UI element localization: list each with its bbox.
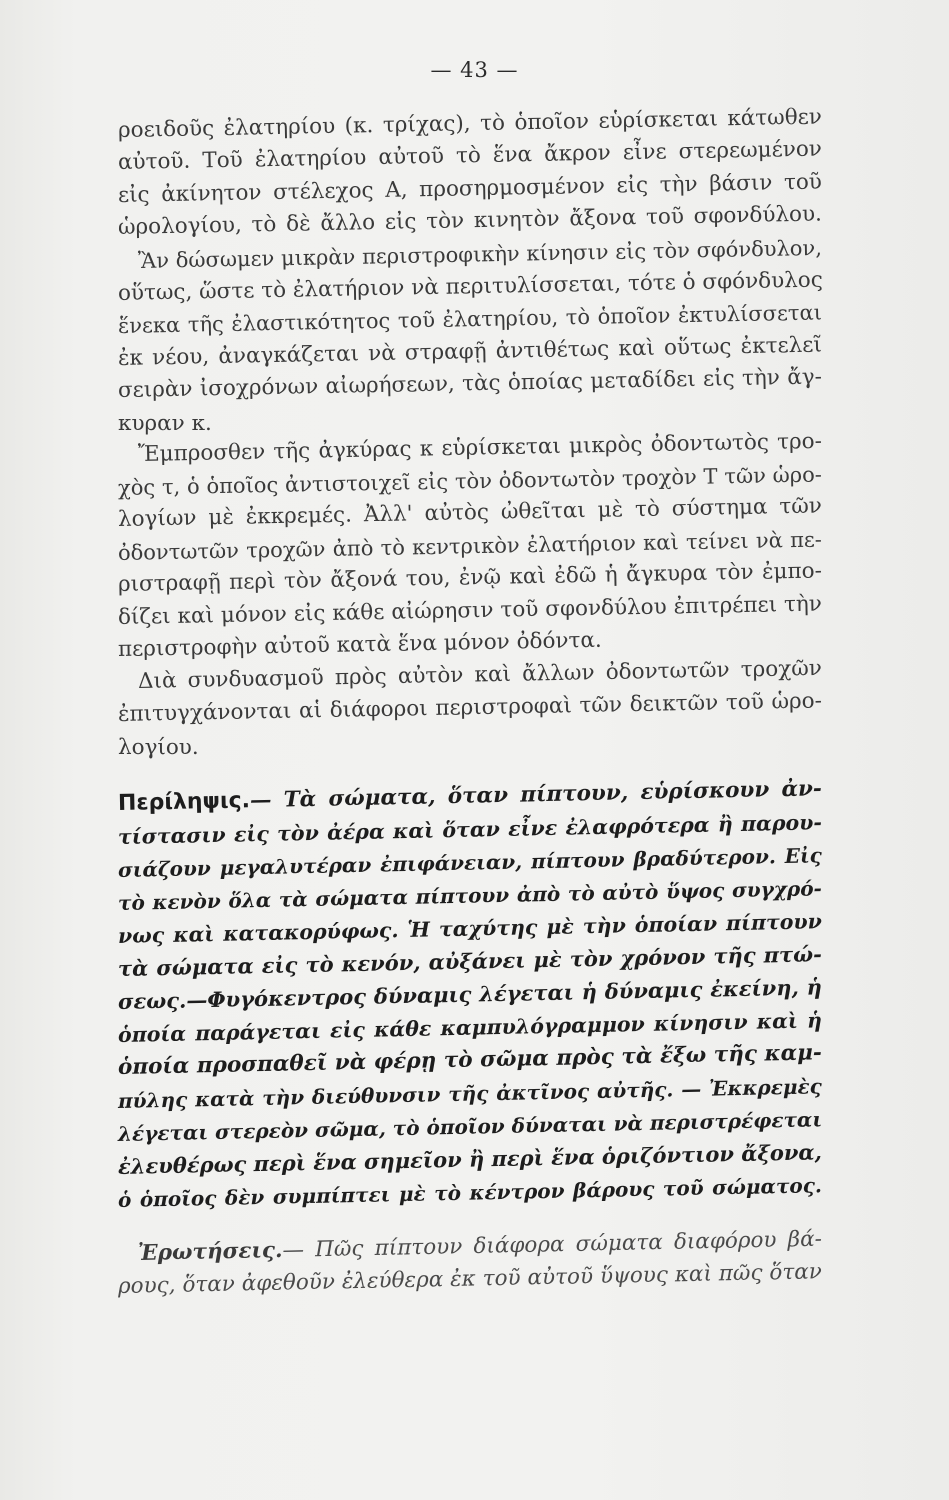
text-line: ὀδοντωτῶν τροχῶν ἀπὸ τὸ κεντρικὸν ἐλατήριον καὶ τείνει νὰ πε- <box>117 527 823 565</box>
summary-first-line-text: — Τὰ σώματα, ὅταν πίπτουν, εὑρίσκουν ἀν- <box>249 776 823 814</box>
summary-line: πύλης κατὰ τὴν διεύθυνσιν τῆς ἀκτῖνος αὐτῆς. — Ἐκκρεμὲς <box>117 1074 823 1113</box>
text-line: Διὰ συνδυασμοῦ πρὸς αὐτὸν καὶ ἄλλων ὀδοντωτῶν τροχῶν <box>137 655 823 694</box>
text-line: περιστροφὴν αὐτοῦ κατὰ ἕνα μόνον ὀδόντα. <box>117 627 602 662</box>
summary-line: σεως.—Φυγόκεντρος δύναμις λέγεται ἡ δύναμις ἐκείνη, ἡ <box>117 974 823 1014</box>
text-line: δίζει καὶ μόνον εἰς κάθε αἰώρησιν τοῦ σφονδύλου ἐπιτρέπει τὴν <box>117 591 823 630</box>
text-line: εἰς ἀκίνητον στέλεχος Α, προσηρμοσμένον εἰς τὴν βάσιν τοῦ <box>117 169 823 208</box>
summary-line: νως καὶ κατακορύφως. Ἡ ταχύτης μὲ τὴν ὁποίαν πίπτουν <box>117 909 823 948</box>
questions-first-line-text: — Πῶς πίπτουν διάφορα σώματα διαφόρου βά- <box>282 1226 823 1263</box>
questions-line: ρους, ὅταν ἀφεθοῦν ἐλεύθερα ἐκ τοῦ αὐτοῦ ὕψους καὶ πῶς ὅταν <box>117 1259 823 1299</box>
text-line: ὡρολογίου, τὸ δὲ ἄλλο εἰς τὸν κινητὸν ἄξονα τοῦ σφονδύλου. <box>117 201 823 240</box>
page-number: — 43 — <box>430 58 519 82</box>
text-line: κυραν κ. <box>118 411 212 436</box>
text-line: λογίου. <box>118 735 199 760</box>
text-line: Ἂν δώσωμεν μικρὰν περιστροφικὴν κίνησιν εἰς τὸν σφόνδυλον, <box>137 235 823 273</box>
text-line: ριστραφῇ περὶ τὸν ἄξονά του, ἐνῷ καὶ ἐδῶ ἡ ἄγκυρα τὸν ἐμπο- <box>117 558 823 597</box>
text-line: σειρὰν ἰσοχρόνων αἰωρήσεων, τὰς ὁποίας μεταδίδει εἰς τὴν ἄγ- <box>117 364 823 403</box>
summary-line: λέγεται στερεὸν σῶμα, τὸ ὁποῖον δύναται νὰ περιστρέφεται <box>117 1107 823 1146</box>
text-line: ἐπιτυγχάνονται αἱ διάφοροι περιστροφαὶ τῶν δεικτῶν τοῦ ὡρο- <box>117 688 823 727</box>
summary-line: ὁ ὁποῖος δὲν συμπίπτει μὲ τὸ κέντρον βάρους τοῦ σώματος. <box>117 1173 823 1212</box>
text-line: λογίων μὲ ἐκκρεμές. Ἀλλ' αὐτὸς ὠθεῖται μὲ τὸ σύστημα τῶν <box>117 493 823 532</box>
summary-line: τὰ σώματα εἰς τὸ κενόν, αὐξάνει μὲ τὸν χρόνον τῆς πτώ- <box>117 941 823 981</box>
summary-heading: Περίληψις. <box>117 788 251 816</box>
text-line: οὕτως, ὥστε τὸ ἐλατήριον νὰ περιτυλίσσεται, τότε ὁ σφόνδυλος <box>117 267 824 306</box>
text-line: ροειδοῦς ἐλατηρίου (κ. τρίχας), τὸ ὁποῖον εὑρίσκεται κάτωθεν <box>117 104 823 143</box>
summary-line: ὁποία προσπαθεῖ νὰ φέρῃ τὸ σῶμα πρὸς τὰ ἔξω τῆς καμ- <box>117 1040 823 1080</box>
text-line: ἐκ νέου, ἀναγκάζεται νὰ στραφῇ ἀντιθέτως καὶ οὕτως ἐκτελεῖ <box>117 332 823 371</box>
text-line: Ἔμπροσθεν τῆς ἀγκύρας κ εὑρίσκεται μικρὸς ὀδοντωτὸς τρο- <box>137 428 823 467</box>
summary-line: σιάζουν μεγαλυτέραν ἐπιφάνειαν, πίπτουν βραδύτερον. Εἰς <box>117 843 823 882</box>
summary-line: τίστασιν εἰς τὸν ἀέρα καὶ ὅταν εἶνε ἐλαφρότερα ἢ παρου- <box>117 810 823 849</box>
text-line: αὐτοῦ. Τοῦ ἐλατηρίου αὐτοῦ τὸ ἕνα ἄκρον εἶνε στερεωμένον <box>117 136 823 175</box>
summary-line: ὁποία παράγεται εἰς κάθε καμπυλόγραμμον κίνησιν καὶ ἡ <box>117 1008 823 1047</box>
summary-line: ἐλευθέρως περὶ ἕνα σημεῖον ἢ περὶ ἕνα ὁριζόντιον ἄξονα, <box>117 1139 823 1179</box>
text-line: ἕνεκα τῆς ἐλαστικότητος τοῦ ἐλατηρίου, τὸ ὁποῖον ἐκτυλίσσεται <box>117 300 823 338</box>
questions-heading: Ἐρωτήσεις. <box>137 1237 283 1266</box>
text-line: χὸς τ, ὁ ὁποῖος ἀντιστοιχεῖ εἰς τὸν ὀδοντωτὸν τροχὸν Τ τῶν ὡρο- <box>117 462 823 500</box>
summary-line: τὸ κενὸν ὅλα τὰ σώματα πίπτουν ἀπὸ τὸ αὐτὸ ὕψος συγχρό- <box>117 876 823 915</box>
